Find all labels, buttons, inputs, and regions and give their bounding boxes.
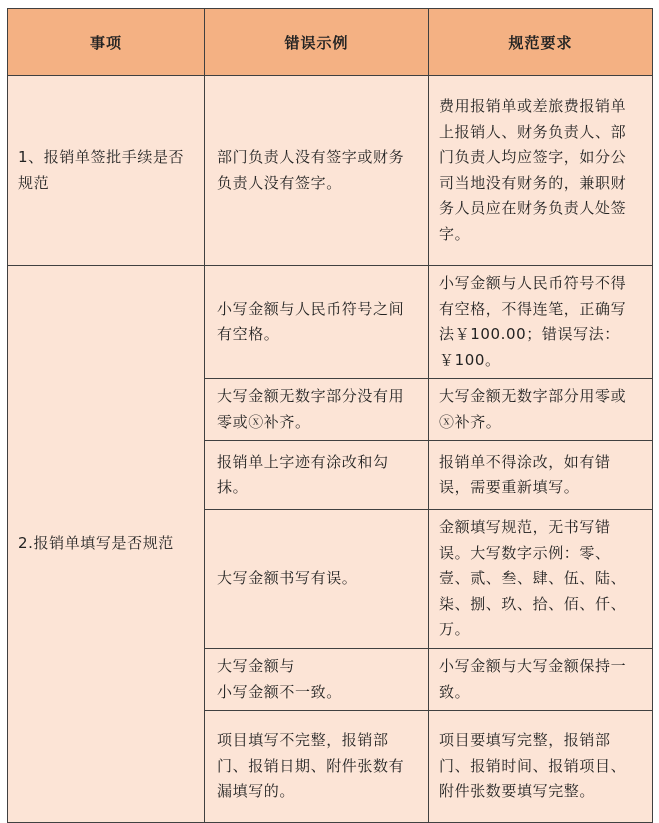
- requirement-cell: 费用报销单或差旅费报销单上报销人、财务负责人、部门负责人均应签字，如分公司当地没有财务的，兼职财务人员应在财务负责人处签字。: [429, 76, 653, 266]
- requirement-cell: 报销单不得涂改，如有错误，需要重新填写。: [429, 441, 653, 510]
- requirement-cell: 金额填写规范，无书写错误。大写数字示例：零、壹、贰、叁、肆、伍、陆、柒、捌、玖、拾、佰、仟、万。: [429, 510, 653, 649]
- header-error-example: 错误示例: [205, 9, 429, 76]
- error-example-cell: 大写金额书写有误。: [205, 510, 429, 649]
- error-example-cell: 小写金额与人民币符号之间有空格。: [205, 266, 429, 379]
- table-row: [8, 76, 653, 266]
- requirement-cell: 小写金额与大写金额保持一致。: [429, 649, 653, 711]
- error-line-1: 大写金额与: [217, 657, 296, 675]
- item-cell-1: 1、报销单签批手续是否规范: [8, 76, 205, 266]
- error-example-cell: 项目填写不完整，报销部门、报销日期、附件张数有漏填写的。: [205, 711, 429, 823]
- error-example-cell: 大写金额无数字部分没有用零或ⓧ补齐。: [205, 379, 429, 441]
- error-example-cell: 部门负责人没有签字或财务负责人没有签字。: [205, 76, 429, 266]
- header-item: 事项: [8, 9, 205, 76]
- requirement-cell: 小写金额与人民币符号不得有空格，不得连笔，正确写法￥100.00；错误写法：￥100。: [429, 266, 653, 379]
- header-requirement: 规范要求: [429, 9, 653, 76]
- requirement-cell: 项目要填写完整，报销部门、报销时间、报销项目、附件张数要填写完整。: [429, 711, 653, 823]
- error-line-2: 小写金额不一致。: [217, 682, 342, 701]
- error-example-cell: [205, 649, 429, 711]
- header-row: [8, 9, 653, 76]
- table-row: [8, 266, 653, 379]
- reimbursement-rules-table: [7, 8, 653, 823]
- requirement-cell: 大写金额无数字部分用零或ⓧ补齐。: [429, 379, 653, 441]
- error-example-cell: 报销单上字迹有涂改和勾抹。: [205, 441, 429, 510]
- item-cell-2: 2.报销单填写是否规范: [8, 266, 205, 823]
